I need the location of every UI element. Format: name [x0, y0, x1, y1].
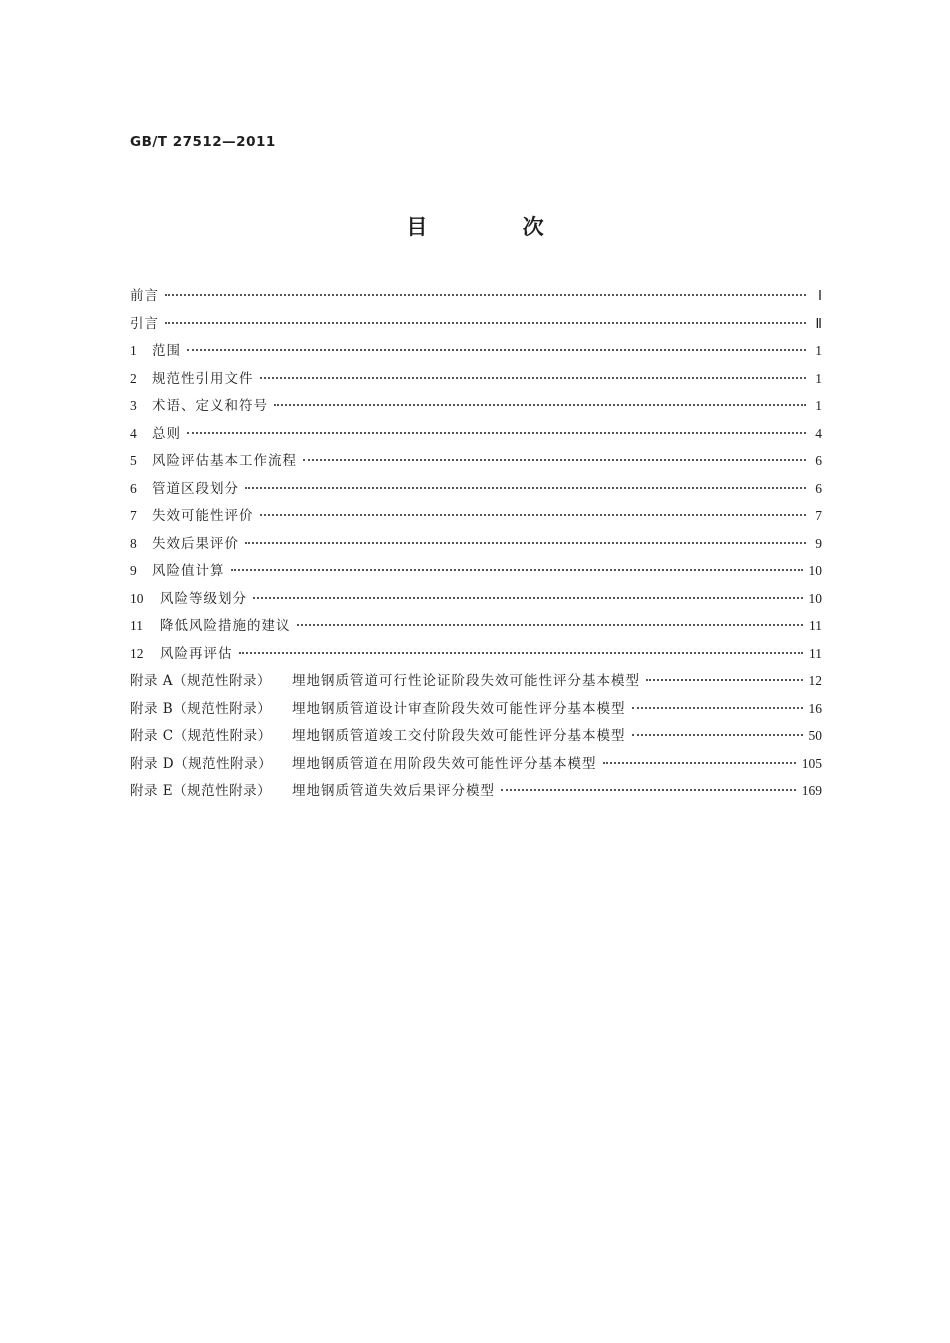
toc-number: 3: [130, 398, 137, 413]
toc-page: 105: [801, 755, 822, 771]
toc-page: 9: [815, 535, 822, 551]
dot-leader: [165, 322, 806, 324]
dot-leader: [632, 734, 803, 736]
toc-entry-3[interactable]: [130, 394, 822, 422]
dot-leader: [187, 432, 806, 434]
toc-label: 前言: [130, 288, 159, 304]
toc-number: 12: [130, 645, 144, 661]
dot-leader: [646, 679, 803, 681]
toc-number: 5: [130, 453, 137, 468]
standard-code: GB/T 27512—2011: [130, 134, 276, 150]
dot-leader: [297, 624, 804, 626]
toc-entry-11[interactable]: [130, 614, 822, 642]
toc-label: 术语、定义和符号: [152, 398, 268, 414]
dot-leader: [245, 542, 806, 544]
appendix-prefix: 附录 B（规范性附录）: [130, 700, 272, 717]
toc-entry-9[interactable]: [130, 559, 822, 587]
toc-page: 4: [815, 425, 822, 441]
toc-label: 埋地钢质管道可行性论证阶段失效可能性评分基本模型: [292, 673, 640, 689]
dot-leader: [603, 762, 796, 764]
dot-leader: [231, 569, 803, 571]
table-of-contents: [130, 284, 822, 807]
toc-label: 埋地钢质管道竣工交付阶段失效可能性评分基本模型: [292, 728, 626, 744]
dot-leader: [253, 597, 803, 599]
dot-leader: [245, 487, 806, 489]
toc-page: 11: [809, 618, 822, 633]
toc-page: 10: [808, 590, 822, 606]
toc-page: Ⅱ: [815, 315, 822, 331]
toc-label: 范围: [152, 343, 181, 359]
toc-label: 降低风险措施的建议: [160, 618, 291, 634]
appendix-prefix: 附录 C（规范性附录）: [130, 728, 272, 744]
toc-entry-4[interactable]: [130, 422, 822, 450]
dot-leader: [303, 459, 806, 461]
toc-entry-foreword[interactable]: [130, 284, 822, 312]
toc-page: 11: [809, 645, 822, 661]
toc-number: 8: [130, 535, 137, 551]
toc-entry-6[interactable]: [130, 477, 822, 505]
toc-entry-2[interactable]: [130, 367, 822, 395]
dot-leader: [274, 404, 806, 406]
toc-page: 6: [815, 453, 822, 468]
toc-page: 16: [808, 700, 822, 716]
toc-label: 埋地钢质管道在用阶段失效可能性评分基本模型: [292, 755, 597, 772]
dot-leader: [501, 789, 796, 791]
toc-entry-appendix-d[interactable]: [130, 752, 822, 780]
toc-entry-appendix-a[interactable]: [130, 669, 822, 697]
dot-leader: [260, 377, 807, 379]
toc-number: 4: [130, 425, 137, 441]
toc-number: 10: [130, 590, 144, 606]
toc-number: 6: [130, 480, 137, 496]
dot-leader: [165, 294, 806, 296]
toc-number: 1: [130, 343, 137, 358]
toc-page: 169: [801, 783, 822, 798]
toc-page: Ⅰ: [818, 288, 822, 303]
toc-page: 1: [815, 343, 822, 358]
toc-entry-5[interactable]: [130, 449, 822, 477]
toc-label: 埋地钢质管道失效后果评分模型: [292, 783, 495, 799]
toc-entry-appendix-e[interactable]: [130, 779, 822, 807]
dot-leader: [239, 652, 804, 654]
toc-entry-10[interactable]: [130, 587, 822, 615]
toc-entry-introduction[interactable]: [130, 312, 822, 340]
toc-number: 2: [130, 370, 137, 386]
toc-entry-appendix-c[interactable]: [130, 724, 822, 752]
toc-number: 7: [130, 508, 137, 523]
toc-page: 12: [808, 673, 822, 688]
dot-leader: [632, 707, 803, 709]
dot-leader: [187, 349, 806, 351]
appendix-prefix: 附录 A（规范性附录）: [130, 673, 272, 689]
toc-number: 11: [130, 618, 143, 633]
dot-leader: [260, 514, 807, 516]
toc-label: 风险等级划分: [160, 590, 247, 607]
toc-label: 失效可能性评价: [152, 508, 254, 524]
toc-entry-7[interactable]: [130, 504, 822, 532]
toc-label: 埋地钢质管道设计审查阶段失效可能性评分基本模型: [292, 700, 626, 717]
toc-label: 规范性引用文件: [152, 370, 254, 387]
toc-number: 9: [130, 563, 137, 578]
toc-label: 风险再评估: [160, 645, 233, 662]
toc-page: 1: [815, 370, 822, 386]
toc-page: 1: [815, 398, 822, 413]
appendix-prefix: 附录 E（规范性附录）: [130, 783, 272, 799]
toc-entry-1[interactable]: [130, 339, 822, 367]
page-title: 目 次: [406, 215, 588, 239]
toc-entry-appendix-b[interactable]: [130, 697, 822, 725]
toc-label: 风险评估基本工作流程: [152, 453, 297, 469]
toc-page: 10: [808, 563, 822, 578]
toc-page: 6: [815, 480, 822, 496]
toc-entry-8[interactable]: [130, 532, 822, 560]
toc-label: 引言: [130, 315, 159, 332]
toc-label: 总则: [152, 425, 181, 442]
toc-label: 风险值计算: [152, 563, 225, 579]
toc-label: 管道区段划分: [152, 480, 239, 497]
toc-label: 失效后果评价: [152, 535, 239, 552]
appendix-prefix: 附录 D（规范性附录）: [130, 755, 273, 772]
toc-entry-12[interactable]: [130, 642, 822, 670]
toc-page: 7: [815, 508, 822, 523]
toc-page: 50: [808, 728, 822, 743]
